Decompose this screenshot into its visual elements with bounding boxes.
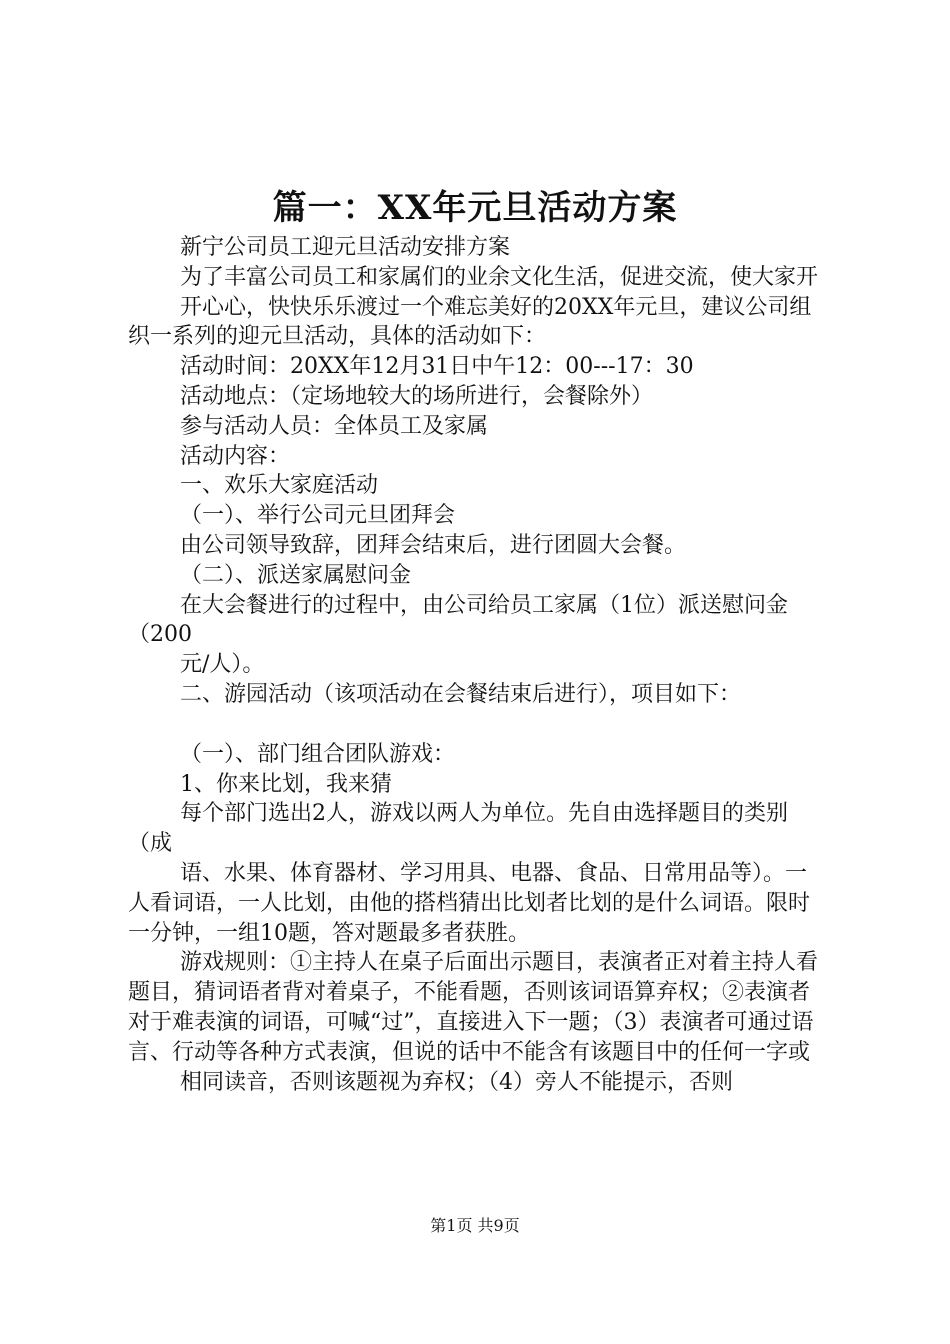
- document-title: 篇一：XX年元旦活动方案: [272, 188, 678, 228]
- paragraph: （二）、派送家属慰问金: [180, 562, 412, 588]
- paragraph: 元/人）。: [180, 652, 265, 678]
- paragraph: 开心心，快快乐乐渡过一个难忘美好的20XX年元旦，建议公司组织一系列的迎元旦活动，具体的活动如下：: [128, 294, 812, 350]
- paragraph: 二、游园活动（该项活动在会餐结束后进行），项目如下：: [180, 681, 742, 707]
- paragraph: 在大会餐进行的过程中，由公司给员工家属（1位）派送慰问金（200: [128, 592, 788, 648]
- paragraph: 活动内容：: [180, 443, 291, 469]
- paragraph: 新宁公司员工迎元旦活动安排方案: [180, 235, 511, 260]
- blank-line: [128, 710, 828, 740]
- paragraph: 参与活动人员：全体员工及家属: [180, 413, 489, 439]
- paragraph: （一）、举行公司元旦团拜会: [180, 503, 456, 529]
- document-body: [128, 233, 828, 1097]
- paragraph: 1、你来比划，我来猜: [180, 771, 392, 797]
- paragraph: 一、欢乐大家庭活动: [180, 473, 379, 499]
- paragraph: 为了丰富公司员工和家属们的业余文化生活，促进交流，使大家开: [180, 264, 819, 290]
- paragraph: 每个部门选出2人，游戏以两人为单位。先自由选择题目的类别（成: [128, 801, 788, 857]
- paragraph: 活动地点：（定场地较大的场所进行，会餐除外）: [180, 383, 654, 409]
- paragraph: 相同读音，否则该题视为弃权；（4）旁人不能提示，否则: [180, 1069, 733, 1095]
- page-number-footer: 第1页 共9页: [430, 1216, 520, 1235]
- paragraph: （一）、部门组合团队游戏：: [180, 741, 456, 767]
- paragraph: 游戏规则：①主持人在桌子后面出示题目，表演者正对着主持人看题目，猜词语者背对着桌子，不能看题，否则该词语算弃权；②表演者对于难表演的词语，可喊“过”，直接进入下一题；（3）表演者可通过语言、行动等各种方式表演，但说的话中不能含有该题目中的任何一字或: [128, 950, 819, 1065]
- paragraph: 语、水果、体育器材、学习用具、电器、食品、日常用品等）。一人看词语，一人比划，由他的搭档猜出比划者比划的是什么词语。限时一分钟，一组10题，答对题最多者获胜。: [128, 860, 811, 946]
- paragraph: 由公司领导致辞，团拜会结束后，进行团圆大会餐。: [180, 532, 687, 558]
- paragraph: 活动时间：20XX年12月31日中午12：00---17：30: [180, 354, 694, 380]
